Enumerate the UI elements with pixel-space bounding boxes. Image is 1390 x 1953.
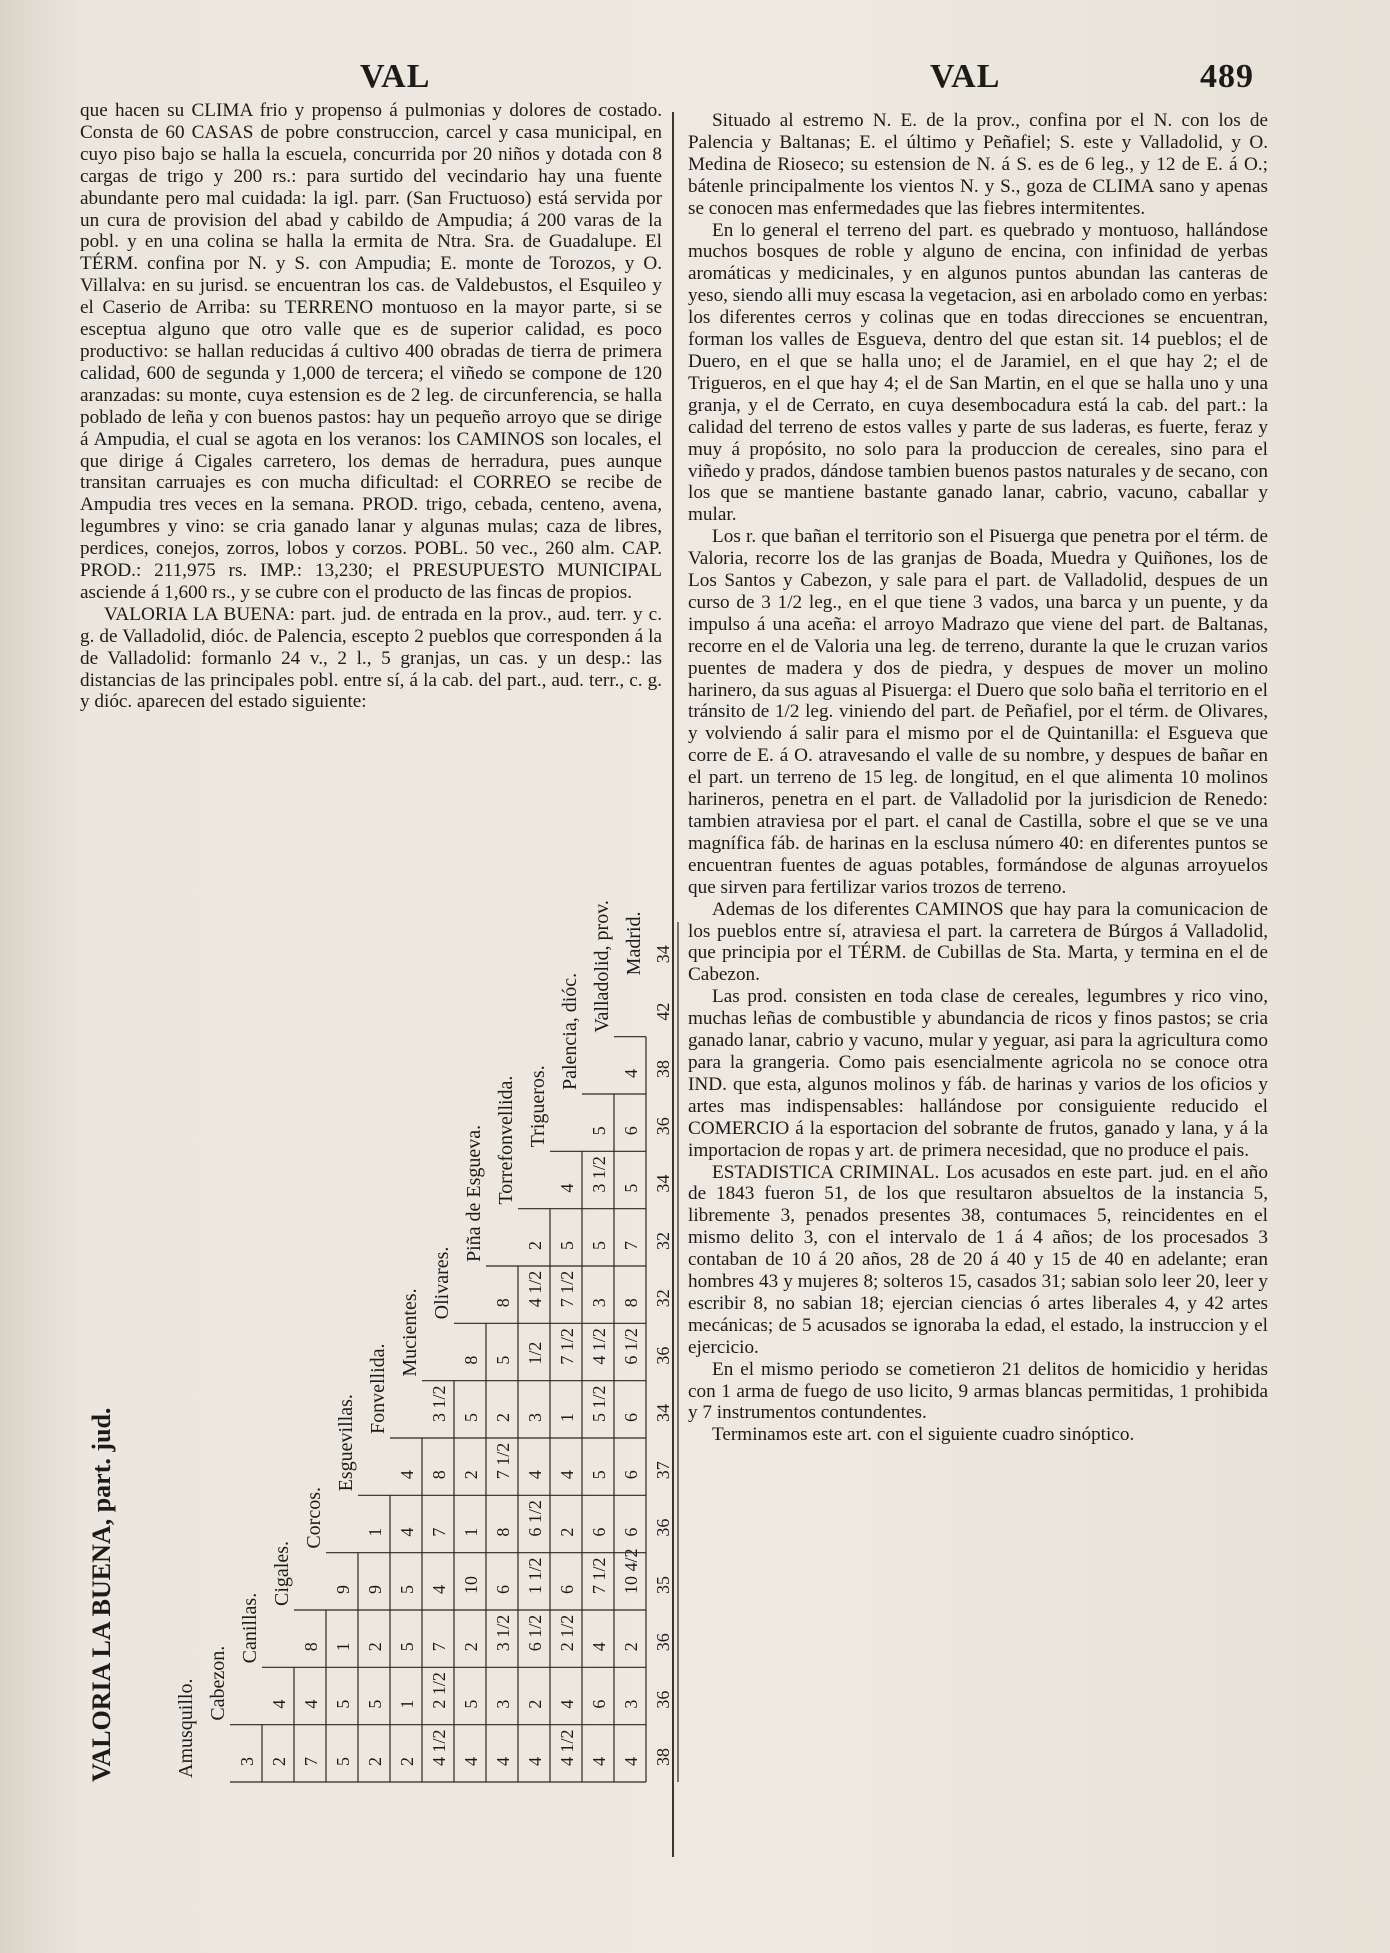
town-header-6: Esguevillas. xyxy=(335,1394,357,1492)
distance-cell: 5 xyxy=(589,1126,610,1136)
town-header-1: Amusquillo. xyxy=(175,1678,197,1778)
distance-cell: 2 xyxy=(365,1642,386,1652)
distance-cell: 4 xyxy=(557,1470,578,1480)
distance-cell: 8 xyxy=(621,1298,642,1308)
roads-paragraph: Ademas de los diferentes CAMINOS que hay para la comunicacion de los pueblos entre sí, atraviesa el part. la carretera de Búrgos á Valladolid, que principia por el TÉRM. de Cubillas de Sta. Marta, y termina en el de Cabezon. xyxy=(688,898,1268,986)
town-header-4: Cigales. xyxy=(271,1541,293,1606)
distance-cell: 32 xyxy=(653,1289,674,1308)
distance-cell: 8 xyxy=(429,1470,450,1480)
town-header-8: Mucientes. xyxy=(399,1288,421,1377)
distance-cell: 4 xyxy=(397,1527,418,1537)
distance-table-rotated-group xyxy=(87,900,678,1782)
distance-cell: 4 xyxy=(461,1756,482,1766)
distance-cell: 35 xyxy=(653,1575,674,1594)
terrain-paragraph: En lo general el terreno del part. es quebrado y montuoso, hallándose muchos bosques de roble y alguno de encina, con infinidad de yerbas aromáticas y medicinales, y en algunos puntos abundan las canteras de yeso, siendo alli muy escasa la vegetacion, asi en arbolado como en yerbas: los diferentes cerros y colinas que en todas direcciones se encuentran, forman los valles de Esgueva, dentro del que estan sit. 14 pueblos; el de Duero, en el que se halla uno; el de Jaramiel, en el que hay 2; el de Trigueros, en el que hay 4; el de San Martin, en el que se halla uno y una granja, y el de Cerrato, en cuya desembocadura está la cab. del part.: la calidad del terreno de estos valles y parte de sus laderas, es fuerte, feraz y muy á propósito, no solo para la produccion de cereales, sino para el viñedo y prados, dándose tambien buenos pastos naturales y de secano, con los que se mantiene bastante ganado lanar, cabrio, vacuno, caballar y mular. xyxy=(688,219,1268,526)
distance-cell: 4 1/2 xyxy=(429,1729,450,1766)
distance-cell: 1 xyxy=(397,1699,418,1709)
town-header-5: Corcos. xyxy=(303,1486,325,1549)
distance-cell: 4 1/2 xyxy=(589,1328,610,1365)
distance-cell: 6 xyxy=(589,1527,610,1537)
distance-cell: 42 xyxy=(653,1002,674,1021)
running-header-center: VAL xyxy=(930,58,1001,95)
distance-cell: 6 1/2 xyxy=(621,1328,642,1365)
distance-cell: 8 xyxy=(461,1355,482,1365)
town-header-12: Trigueros. xyxy=(527,1065,549,1148)
distance-cell: 6 xyxy=(621,1126,642,1136)
town-header-2: Cabezon. xyxy=(207,1645,229,1721)
town-header-10: Piña de Esgueva. xyxy=(463,1124,485,1262)
situation-paragraph: Situado al estremo N. E. de la prov., confina por el N. con los de Palencia y Baltanas; E. el último y Peñafiel; S. este y Valladolid, y O. Medina de Rioseco; su estension de N. á S. es de 6 leg., y 12 de E. á O.; bátenle principalmente los vientos N. y S., goza de CLIMA sano y apenas se conocen mas enfermedades que las fiebres intermitentes. xyxy=(688,110,1268,219)
distance-cell: 10 xyxy=(461,1575,482,1594)
distance-cell: 34 xyxy=(653,1403,674,1422)
town-header-7: Fonvellida. xyxy=(367,1343,389,1434)
distance-cell: 1 xyxy=(557,1412,578,1422)
distance-cell: 36 xyxy=(653,1518,674,1537)
distance-cell: 9 xyxy=(365,1584,386,1594)
distance-cell: 3 xyxy=(589,1298,610,1308)
distance-cell: 3 xyxy=(525,1412,546,1422)
distance-cell: 5 xyxy=(621,1183,642,1193)
rivers-paragraph: Los r. que bañan el territorio son el Pisuerga que penetra por el térm. de Valoria, recorre los de las granjas de Boada, Muedra y Quiñones, los de Los Santos y Cabezon, y sale para el part. de Valladolid, despues de un curso de 3 1/2 leg., en el que tiene 3 vados, una barca y un puente, y da impulso á una aceña: el arroyo Madrazo que viene del part. de Baltanas, recorre en el de Valoria una leg. de terreno, durante la que le cruzan varios puentes de madera y dos de piedra, y despues de mover un molino harinero, da sus aguas al Pisuerga: el Duero que solo baña el territorio en el tránsito de 1/2 leg. viniendo del part. de Peñafiel, por el térm. de Olivares, y volviendo á salir para el mismo por el de Quintanilla: el Esgueva que corre de E. á O. atravesando el valle de su nombre, y despues de bañar en el part. un terreno de 15 leg. de longitud, en el que alimenta 10 molinos harineros, penetra en el part. de Valladolid por la jurisdicion de Renedo: tambien atraviesa por el part. el canal de Castilla, sobre el que se ve una magnífica fáb. de harinas en la esclusa número 40: en diferentes puntos se encuentran fuentes de aguas potables, formándose de algunas arroyuelos que sirven para fertilizar varios trozos de terreno. xyxy=(688,526,1268,898)
distance-cell: 4 1/2 xyxy=(525,1270,546,1308)
distance-cell: 8 xyxy=(493,1527,514,1537)
valoria-entry-continuation: que hacen su CLIMA frio y propenso á pulmonias y dolores de costado. Consta de 60 CASAS de pobre construccion, carcel y casa municipal, en cuyo piso bajo se halla la escuela, concurrida por 20 niños y dotada con 8 cargas de trigo y 200 rs.: para surtido del vecindario hay una fuente abundante pero mal cuidada: la igl. parr. (San Fructuoso) está servida por un cura de provision del abad y cabildo de Ampudia; á 200 varas de la pobl. y en una colina se halla la ermita de Ntra. Sra. de Guadalupe. El TÉRM. confina por N. y S. con Ampudia; E. monte de Torozos, y O. Villalva: en su jurisd. se encuentran los cas. de Valdebustos, el Esquileo y el Caserio de Arriba: su TERRENO montuoso en la mayor parte, si se esceptua alguno que otro valle que es de superior calidad, es poco productivo: se hallan reducidas á cultivo 400 obradas de tierra de primera calidad, 600 de segunda y 1,000 de tercera; el viñedo se compone de 120 aranzadas: su monte, cuya estension es de 2 leg. de circunferencia, se halla poblado de leña y con buenos pastos: hay un pequeño arroyo que se dirige á Ampudia, el cual se agota en los veranos: los CAMINOS son locales, el que dirige á Cigales carretero, los demas de herradura, pues aunque transitan carruajes es con mucha dificultad: el CORREO se recibe de Ampudia tres veces en la semana. PROD. trigo, cebada, centeno, avena, legumbres y vino: se cria ganado lanar y algunas mulas; caza de libres, perdices, conejos, zorros, lobos y corzos. POBL. 50 vec., 260 alm. CAP. PROD.: 211,975 rs. IMP.: 13,230; el PRESUPUESTO MUNICIPAL asciende á 1,600 rs., y se cubre con el producto de las fincas de propios. xyxy=(80,100,662,603)
distance-cell: 1 xyxy=(333,1642,354,1652)
distance-cell: 3 xyxy=(493,1699,514,1709)
distance-cell: 2 xyxy=(397,1756,418,1766)
distance-cell: 3 xyxy=(621,1699,642,1709)
distance-cell: 5 xyxy=(333,1756,354,1766)
distance-cell: 2 xyxy=(461,1470,482,1480)
distance-cell: 2 xyxy=(461,1642,482,1652)
column-divider xyxy=(672,112,674,1857)
distance-cell: 2 xyxy=(621,1642,642,1652)
distance-cell: 37 xyxy=(653,1461,674,1480)
valoria-la-buena-entry: VALORIA LA BUENA: part. jud. de entrada en la prov., aud. terr. y c. g. de Valladolid, dióc. de Palencia, escepto 2 pueblos que corresponden á la de Valladolid: formanlo 24 v., 2 l., 5 granjas, un cas. y un desp.: las distancias de las principales pobl. entre sí, á la cab. del part., aud. terr., c. g. y dióc. aparecen del estado siguiente: xyxy=(80,603,662,713)
distance-cell: 1 xyxy=(461,1527,482,1537)
town-header-11: Torrefonvellida. xyxy=(495,1075,517,1205)
distance-cell: 5 1/2 xyxy=(589,1385,610,1422)
distance-cell: 34 xyxy=(653,945,674,964)
distance-cell: 7 1/2 xyxy=(493,1442,514,1480)
distance-cell: 7 1/2 xyxy=(557,1328,578,1365)
distance-cell: 6 xyxy=(621,1470,642,1480)
left-column xyxy=(80,100,662,713)
distance-cell: 4 1/2 xyxy=(557,1729,578,1766)
distance-cell: 8 xyxy=(301,1642,322,1652)
distance-table-title: VALORIA LA BUENA, part. jud. xyxy=(87,1407,116,1782)
town-header-13: Palencia, dióc. xyxy=(559,972,581,1090)
distance-cell: 6 1/2 xyxy=(525,1614,546,1652)
distance-cell: 1 1/2 xyxy=(525,1557,546,1594)
distance-cell: 2 1/2 xyxy=(429,1672,450,1709)
distance-cell: 36 xyxy=(653,1633,674,1652)
distance-cell: 36 xyxy=(653,1117,674,1136)
distance-table xyxy=(84,892,674,1812)
distance-cell: 2 xyxy=(525,1240,546,1250)
distance-cell: 5 xyxy=(493,1355,514,1365)
distance-cell: 3 1/2 xyxy=(493,1614,514,1652)
distance-cell: 5 xyxy=(397,1584,418,1594)
distance-cell: 5 xyxy=(365,1699,386,1709)
distance-cell: 4 xyxy=(397,1470,418,1480)
distance-cell: 5 xyxy=(589,1240,610,1250)
distance-cell: 36 xyxy=(653,1346,674,1365)
closing-paragraph: Terminamos este art. con el siguiente cuadro sinóptico. xyxy=(712,1424,1135,1446)
distance-cell: 6 1/2 xyxy=(525,1500,546,1537)
distance-cell: 8 xyxy=(493,1298,514,1308)
distance-cell: 9 xyxy=(333,1584,354,1594)
distance-cell: 32 xyxy=(653,1231,674,1250)
distance-cell: 7 1/2 xyxy=(557,1270,578,1308)
distance-cell: 36 xyxy=(653,1690,674,1709)
distance-cell: 4 xyxy=(269,1699,290,1709)
distance-cell: 38 xyxy=(653,1747,674,1766)
distance-cell: 4 xyxy=(557,1183,578,1193)
distance-cell: 2 xyxy=(557,1527,578,1537)
distance-cell: 2 xyxy=(365,1756,386,1766)
distance-cell: 1/2 xyxy=(525,1341,546,1365)
distance-cell: 7 xyxy=(429,1527,450,1537)
distance-cell: 5 xyxy=(557,1240,578,1250)
town-header-14: Valladolid, prov. xyxy=(591,900,613,1033)
distance-cell: 7 xyxy=(301,1756,322,1766)
distance-cell: 6 xyxy=(621,1412,642,1422)
distance-cell: 5 xyxy=(333,1699,354,1709)
distance-table-svg xyxy=(84,892,674,1812)
right-column xyxy=(688,110,1268,1446)
crimes-paragraph: En el mismo periodo se cometieron 21 delitos de homicidio y heridas con 1 arma de fuego de uso licito, 9 armas blancas permitidas, 1 prohibida y 7 instrumentos contundentes. xyxy=(688,1358,1268,1424)
distance-cell: 3 1/2 xyxy=(429,1385,450,1422)
running-header-left: VAL xyxy=(360,58,431,95)
distance-cell: 1 xyxy=(365,1527,386,1537)
distance-cell: 3 1/2 xyxy=(589,1156,610,1193)
distance-cell: 5 xyxy=(397,1642,418,1652)
distance-cell: 5 xyxy=(461,1412,482,1422)
distance-cell: 4 xyxy=(525,1756,546,1766)
distance-cell: 5 xyxy=(461,1699,482,1709)
distance-cell: 4 xyxy=(301,1699,322,1709)
distance-cell: 6 xyxy=(589,1699,610,1709)
distance-cell: 7 xyxy=(621,1240,642,1250)
distance-cell: 2 xyxy=(269,1756,290,1766)
distance-cell: 34 xyxy=(653,1174,674,1193)
distance-cell: 2 1/2 xyxy=(557,1614,578,1652)
production-paragraph: Las prod. consisten en toda clase de cereales, legumbres y rico vino, muchas leñas de combustible y abundancia de ricos y finos pastos; se cria ganado lanar, cabrio y vacuno, mular y yeguar, asi para la agricultura como para la grangeria. Como pais esencialmente agricola no se conoce otra IND. que esta, algunos molinos y fáb. de harinas y varios de los oficios y artes mas indispensables: hallándose por consiguiente reducido el COMERCIO á la esportacion del sobrante de frutos, ganado y lana, y á la importacion de ropas y art. de primera necesidad, que no produce el pais. xyxy=(688,986,1268,1161)
distance-cell: 5 xyxy=(589,1470,610,1480)
distance-cell: 7 xyxy=(429,1642,450,1652)
distance-cell: 3 xyxy=(237,1756,258,1766)
page-number: 489 xyxy=(1200,58,1254,95)
distance-cell: 4 xyxy=(429,1584,450,1594)
distance-cell: 4 xyxy=(493,1756,514,1766)
distance-cell: 6 xyxy=(493,1584,514,1594)
distance-cell: 10 4/2 xyxy=(621,1548,642,1594)
distance-cell: 6 xyxy=(621,1527,642,1537)
distance-cell: 4 xyxy=(621,1756,642,1766)
distance-cell: 4 xyxy=(557,1699,578,1709)
distance-cell: 4 xyxy=(525,1470,546,1480)
distance-cell: 2 xyxy=(525,1699,546,1709)
distance-cell: 6 xyxy=(557,1584,578,1594)
distance-cell: 4 xyxy=(589,1642,610,1652)
distance-cell: 7 1/2 xyxy=(589,1557,610,1594)
town-header-9: Olivares. xyxy=(431,1246,453,1320)
town-header-3: Canillas. xyxy=(239,1592,261,1664)
distance-cell: 4 xyxy=(621,1068,642,1078)
town-header-15: Madrid. xyxy=(623,911,645,976)
criminal-statistics-paragraph: ESTADISTICA CRIMINAL. Los acusados en este part. jud. en el año de 1843 fueron 51, de los que resultaron absueltos de la instancia 5, libremente 3, penados presentes 38, contumaces 5, reincidentes en el mismo delito 3, con el intervalo de 1 á 4 años; de los procesados 3 contaban de 10 á 20 años, 28 de 20 á 40 y 15 de 40 en adelante; eran hombres 43 y mujeres 8; solteros 15, casados 31; sabian solo leer 20, leer y escribir 8, no sabian 18; ejercian ciencias ó artes liberales 4, y 42 artes mecánicas; de 5 acusados se ignoraba la edad, el estado, la instruccion y el ejercicio. xyxy=(688,1161,1268,1358)
distance-cell: 2 xyxy=(493,1412,514,1422)
distance-cell: 4 xyxy=(589,1756,610,1766)
distance-cell: 38 xyxy=(653,1059,674,1078)
